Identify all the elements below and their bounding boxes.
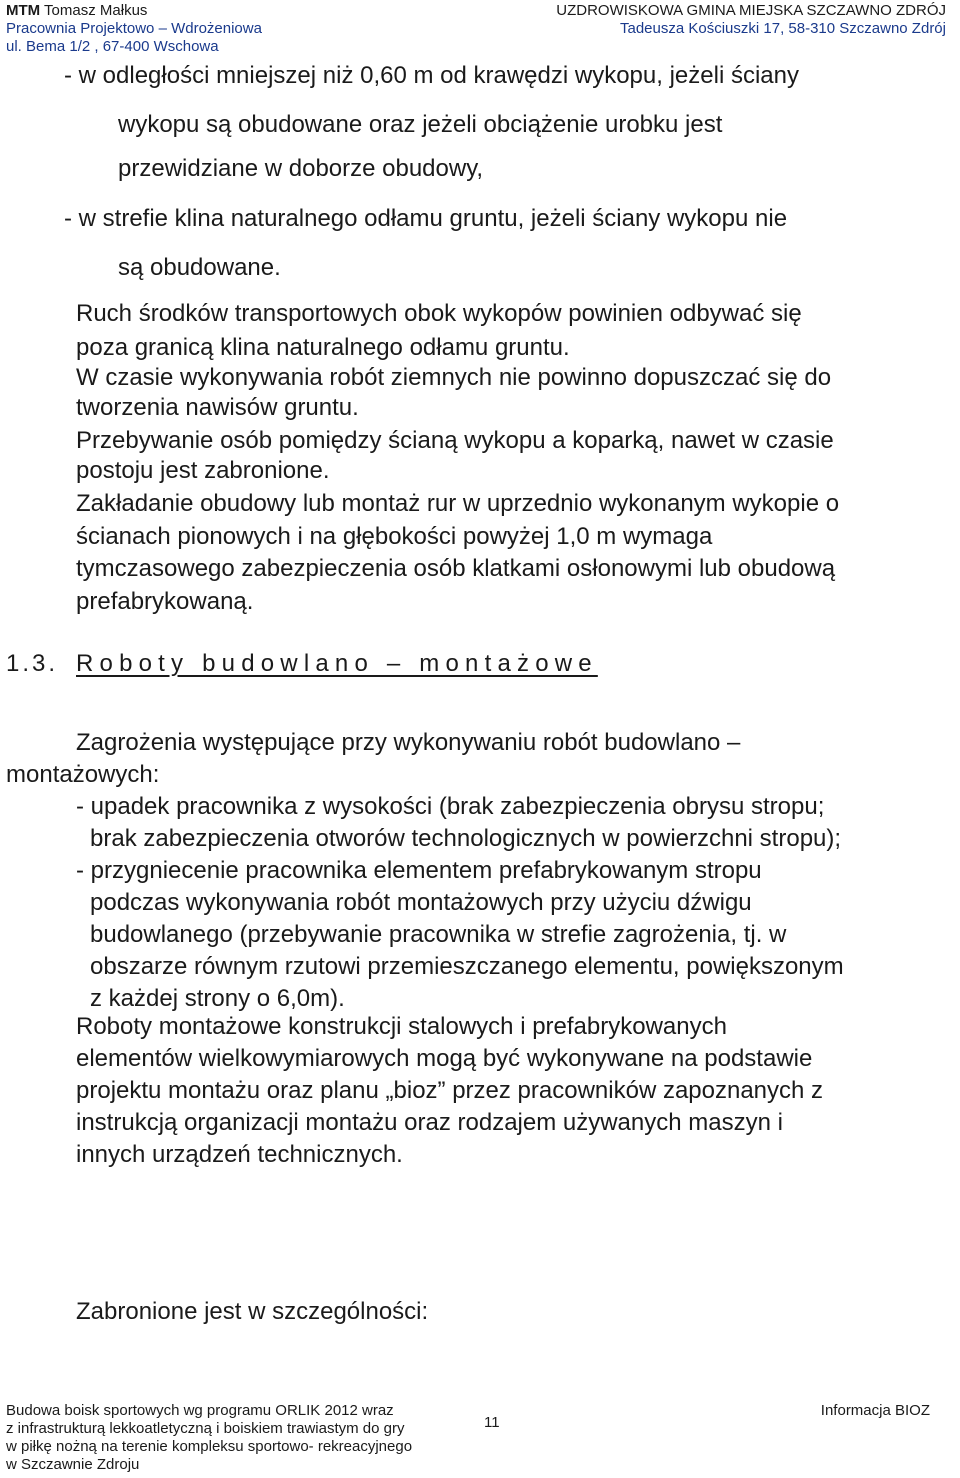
section-line: elementów wielkowymiarowych mogą być wykonywane na podstawie: [76, 1045, 813, 1072]
body-line: prefabrykowaną.: [76, 588, 254, 615]
section-line: montażowych:: [6, 761, 160, 788]
section-line: Roboty montażowe konstrukcji stalowych i prefabrykowanych: [76, 1013, 727, 1040]
body-line: tymczasowego zabezpieczenia osób klatkami osłonowymi lub obudową: [76, 555, 836, 582]
section-line: projektu montażu oraz planu „bioz” przez pracowników zapoznanych z: [76, 1077, 824, 1104]
footer-project-line: z infrastrukturą lekkoatletyczną i boiskiem trawiastym do gry: [6, 1420, 405, 1437]
footer-project-line: w Szczawnie Zdroju: [6, 1456, 140, 1473]
section-line: - upadek pracownika z wysokości (brak zabezpieczenia obrysu stropu;: [76, 793, 825, 820]
body-line: tworzenia nawisów gruntu.: [76, 394, 359, 421]
body-line: Przebywanie osób pomiędzy ścianą wykopu a koparką, nawet w czasie: [76, 427, 834, 454]
header-right: [556, 2, 946, 38]
footer-project-line: w piłkę nożną na terenie kompleksu sportowo- rekreacyjnego: [6, 1438, 413, 1455]
body-line: - w odległości mniejszej niż 0,60 m od krawędzi wykopu, jeżeli ściany: [64, 62, 799, 89]
body-line: W czasie wykonywania robót ziemnych nie powinno dopuszczać się do: [76, 364, 832, 391]
header-company: MTM Tomasz Małkus: [6, 2, 148, 19]
closing-line: Zabronione jest w szczególności:: [76, 1298, 429, 1325]
body-line: są obudowane.: [118, 254, 281, 281]
footer-project: [6, 1402, 412, 1474]
header-client-address: Tadeusza Kościuszki 17, 58-310 Szczawno Zdrój: [619, 20, 946, 37]
header-client: UZDROWISKOWA GMINA MIEJSKA SZCZAWNO ZDRÓJ: [556, 2, 946, 19]
body-line: Zakładanie obudowy lub montaż rur w uprzednio wykonanym wykopie o: [76, 490, 840, 517]
section-line: budowlanego (przebywanie pracownika w strefie zagrożenia, tj. w: [90, 921, 787, 948]
body-line: postoju jest zabronione.: [76, 457, 330, 484]
section-line: innych urządzeń technicznych.: [76, 1141, 403, 1168]
section-line: Zagrożenia występujące przy wykonywaniu robót budowlano –: [76, 729, 741, 756]
body-line: ścianach pionowych i na głębokości powyżej 1,0 m wymaga: [76, 523, 713, 550]
body-line: - w strefie klina naturalnego odłamu gruntu, jeżeli ściany wykopu nie: [64, 205, 788, 232]
section-line: - przygniecenie pracownika elementem prefabrykowanym stropu: [76, 857, 762, 884]
header-left: [6, 2, 262, 56]
section-line: z każdej strony o 6,0m).: [90, 985, 345, 1012]
footer-doc-type: Informacja BIOZ: [820, 1402, 930, 1419]
footer-project-line: Budowa boisk sportowych wg programu ORLIK 2012 wraz: [6, 1402, 394, 1419]
page-number: 11: [484, 1414, 500, 1431]
section-title: Roboty budowlano – montażowe: [76, 650, 598, 677]
header-address: ul. Bema 1/2 , 67-400 Wschowa: [6, 38, 219, 55]
body-line: przewidziane w doborze obudowy,: [118, 155, 484, 182]
section-number: 1.3.: [6, 650, 59, 677]
section-line: obszarze równym rzutowi przemieszczanego elementu, powiększonym: [90, 953, 844, 980]
section-line: podczas wykonywania robót montażowych przy użyciu dźwigu: [90, 889, 752, 916]
body-line: poza granicą klina naturalnego odłamu gruntu.: [76, 334, 570, 361]
body-line: Ruch środków transportowych obok wykopów powinien odbywać się: [76, 300, 802, 327]
section-line: instrukcją organizacji montażu oraz rodzajem używanych maszyn i: [76, 1109, 783, 1136]
header-subtitle: Pracownia Projektowo – Wdrożeniowa: [6, 20, 262, 37]
body-line: wykopu są obudowane oraz jeżeli obciążenie urobku jest: [118, 111, 723, 138]
section-line: brak zabezpieczenia otworów technologicznych w powierzchni stropu);: [90, 825, 842, 852]
